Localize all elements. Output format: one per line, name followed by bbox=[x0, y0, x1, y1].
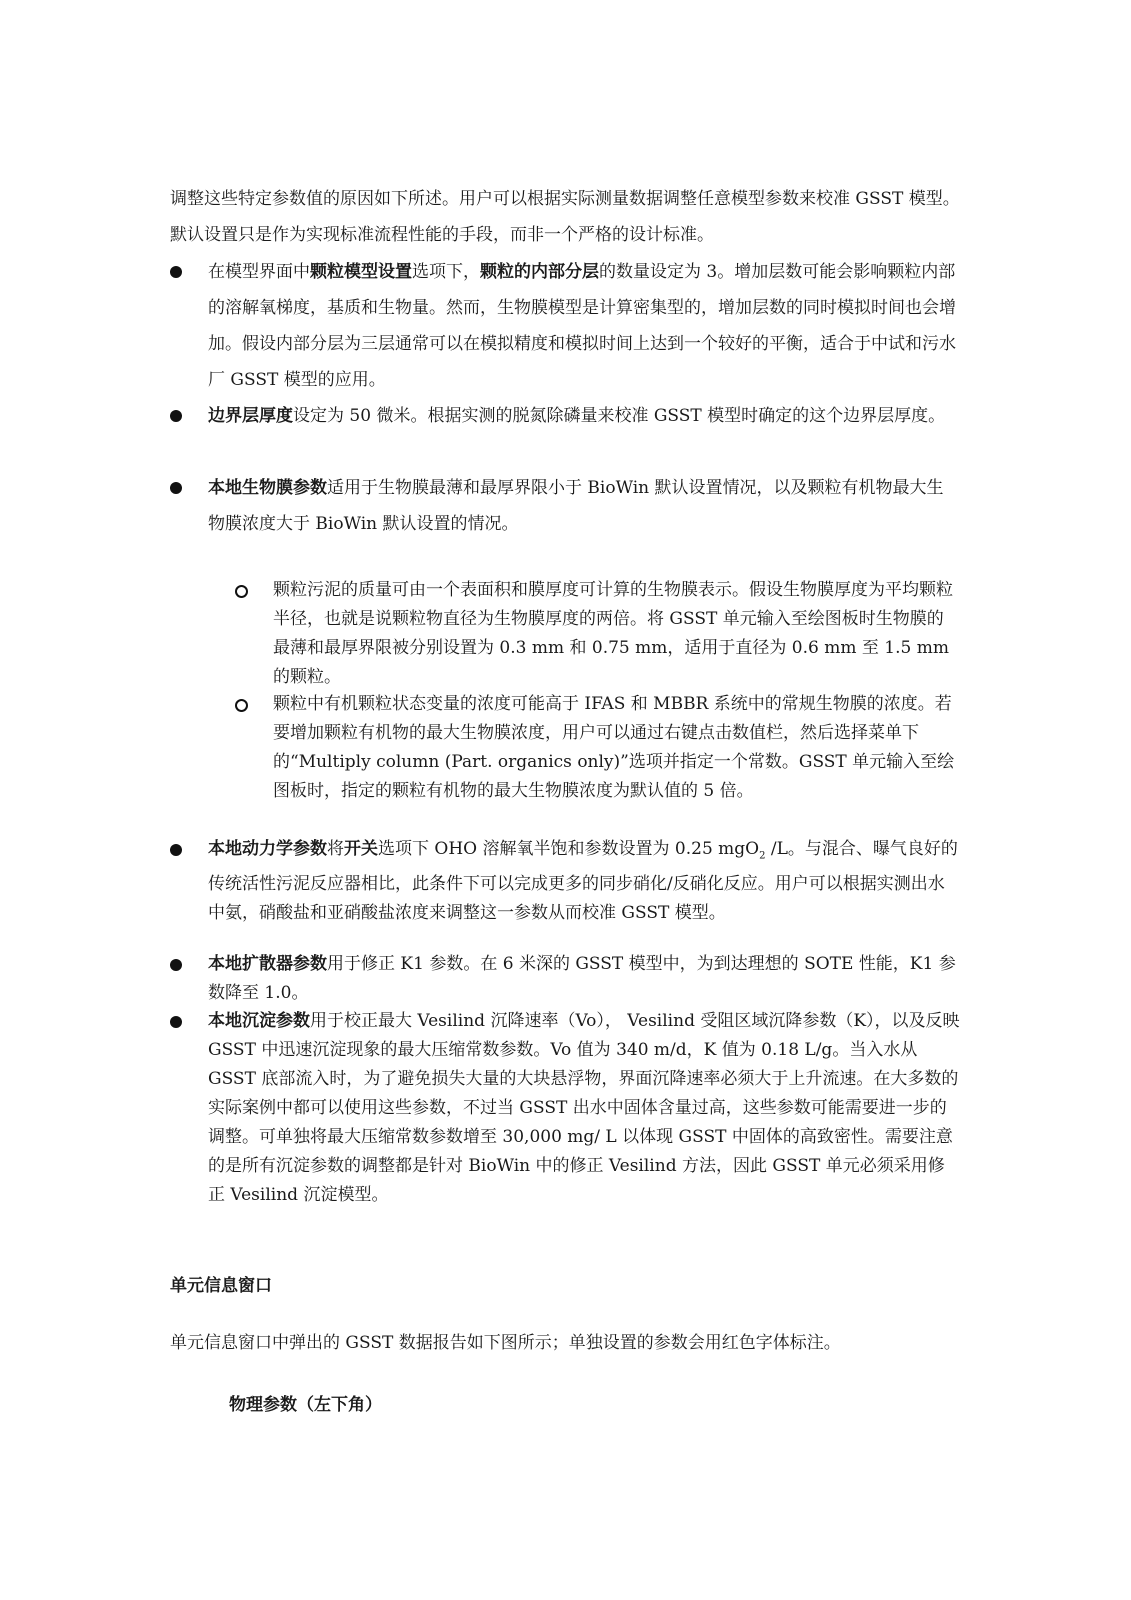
bullet-item bbox=[170, 254, 960, 398]
bold-term: 边界层厚度 bbox=[208, 406, 293, 426]
section-paragraph: 单元信息窗口中弹出的 GSST 数据报告如下图所示；单独设置的参数会用红色字体标注。 bbox=[170, 1333, 841, 1353]
bold-term: 颗粒模型设置 bbox=[310, 262, 412, 282]
text-run: /L。与混合、曝气良好的传统活性污泥反应器相比，此条件下可以完成更多的同步硝化/反硝化反应。用户可以根据实测出水中氨，硝酸盐和亚硝酸盐浓度来调整这一参数从而校准 GSST 模型。 bbox=[208, 839, 958, 924]
bold-term: 本地沉淀参数 bbox=[208, 1011, 310, 1031]
bullet-dot-icon bbox=[170, 1016, 182, 1028]
bold-term: 本地动力学参数 bbox=[208, 839, 327, 859]
bullet-dot-icon bbox=[170, 959, 182, 971]
sub-bullet-text: 颗粒中有机颗粒状态变量的浓度可能高于 IFAS 和 MBBR 系统中的常规生物膜的浓度。若要增加颗粒有机物的最大生物膜浓度，用户可以通过右键点击数值栏，然后选择菜单下的“Multiply column (Part. organics only)”选项并指定一个常数。GSST 单元输入至绘图板时，指定的颗粒有机物的最大生物膜浓度为默认值的 5 倍。 bbox=[273, 694, 955, 801]
bullet-item bbox=[170, 1007, 960, 1210]
text-run: 选项下， bbox=[412, 262, 480, 282]
bullet-text bbox=[208, 1007, 960, 1210]
sub-bullet-item bbox=[235, 690, 957, 806]
bullet-text bbox=[208, 835, 960, 928]
bullet-dot-icon bbox=[170, 266, 182, 278]
sub-bullet-item bbox=[235, 576, 957, 692]
bullet-item bbox=[170, 950, 960, 1008]
subscript: 2 bbox=[759, 850, 766, 862]
bullet-item bbox=[170, 398, 960, 434]
bullet-text bbox=[208, 470, 960, 542]
bullet-dot-icon bbox=[170, 844, 182, 856]
text-run: 设定为 50 微米。根据实测的脱氮除磷量来校准 GSST 模型时确定的这个边界层厚度。 bbox=[293, 406, 946, 426]
bullet-text bbox=[208, 950, 960, 1008]
bullet-item bbox=[170, 835, 960, 928]
text-run: 的数量设定为 3。增加层数可能会影响颗粒内部的溶解氧梯度，基质和生物量。然而，生物膜模型是计算密集型的，增加层数的同时模拟时间也会增加。假设内部分层为三层通常可以在模拟精度和模拟时间上达到一个较好的平衡，适合于中试和污水厂 GSST 模型的应用。 bbox=[208, 262, 956, 390]
bold-term: 颗粒的内部分层 bbox=[480, 262, 599, 282]
bullet-item bbox=[170, 470, 960, 542]
bold-term: 本地扩散器参数 bbox=[208, 954, 327, 974]
sub-bullet-text: 颗粒污泥的质量可由一个表面积和膜厚度可计算的生物膜表示。假设生物膜厚度为平均颗粒半径，也就是说颗粒物直径为生物膜厚度的两倍。将 GSST 单元输入至绘图板时生物膜的最薄和最厚界限被分别设置为 0.3 mm 和 0.75 mm，适用于直径为 0.6 mm 至 1.5 mm 的颗粒。 bbox=[273, 580, 953, 687]
sub-heading: 物理参数（左下角） bbox=[229, 1395, 382, 1415]
bullet-dot-icon bbox=[170, 410, 182, 422]
text-run: 将 bbox=[327, 839, 344, 859]
bullet-ring-icon bbox=[235, 585, 248, 598]
bold-term: 开关 bbox=[344, 839, 378, 859]
bullet-text bbox=[208, 398, 960, 434]
text-run: 在模型界面中 bbox=[208, 262, 310, 282]
bullet-ring-icon bbox=[235, 699, 248, 712]
bold-term: 本地生物膜参数 bbox=[208, 478, 327, 498]
intro-paragraph bbox=[170, 181, 960, 253]
bullet-text bbox=[208, 254, 960, 398]
text-run: 选项下 OHO 溶解氧半饱和参数设置为 0.25 mgO bbox=[378, 839, 760, 859]
text-run: 适用于生物膜最薄和最厚界限小于 BioWin 默认设置情况，以及颗粒有机物最大生物膜浓度大于 BioWin 默认设置的情况。 bbox=[208, 478, 944, 534]
text-run: 用于修正 K1 参数。在 6 米深的 GSST 模型中，为到达理想的 SOTE 性能，K1 参数降至 1.0。 bbox=[208, 954, 956, 1003]
section-heading: 单元信息窗口 bbox=[170, 1276, 272, 1296]
text-run: 用于校正最大 Vesilind 沉降速率（Vo）， Vesilind 受阻区域沉降参数（K），以及反映 GSST 中迅速沉淀现象的最大压缩常数参数。Vo 值为 340 m/d，K 值为 0.18 L/g。当入水从 GSST 底部流入时，为了避免损失大量的大块悬浮物，界面沉降速率必须大于上升流速。在大多数的实际案例中都可以使用这些参数，不过当 GSST 出水中固体含量过高，这些参数可能需要进一步的调整。可单独将最大压缩常数参数增至 30,000 mg/ L 以体现 GSST 中固体的高致密性。需要注意的是所有沉淀参数的调整都是针对 BioWin 中的修正 Vesilind 方法，因此 GSST 单元必须采用修正 Vesilind 沉淀模型。 bbox=[208, 1011, 960, 1205]
intro-text: 调整这些特定参数值的原因如下所述。用户可以根据实际测量数据调整任意模型参数来校准 GSST 模型。默认设置只是作为实现标准流程性能的手段，而非一个严格的设计标准。 bbox=[170, 189, 960, 245]
bullet-dot-icon bbox=[170, 482, 182, 494]
